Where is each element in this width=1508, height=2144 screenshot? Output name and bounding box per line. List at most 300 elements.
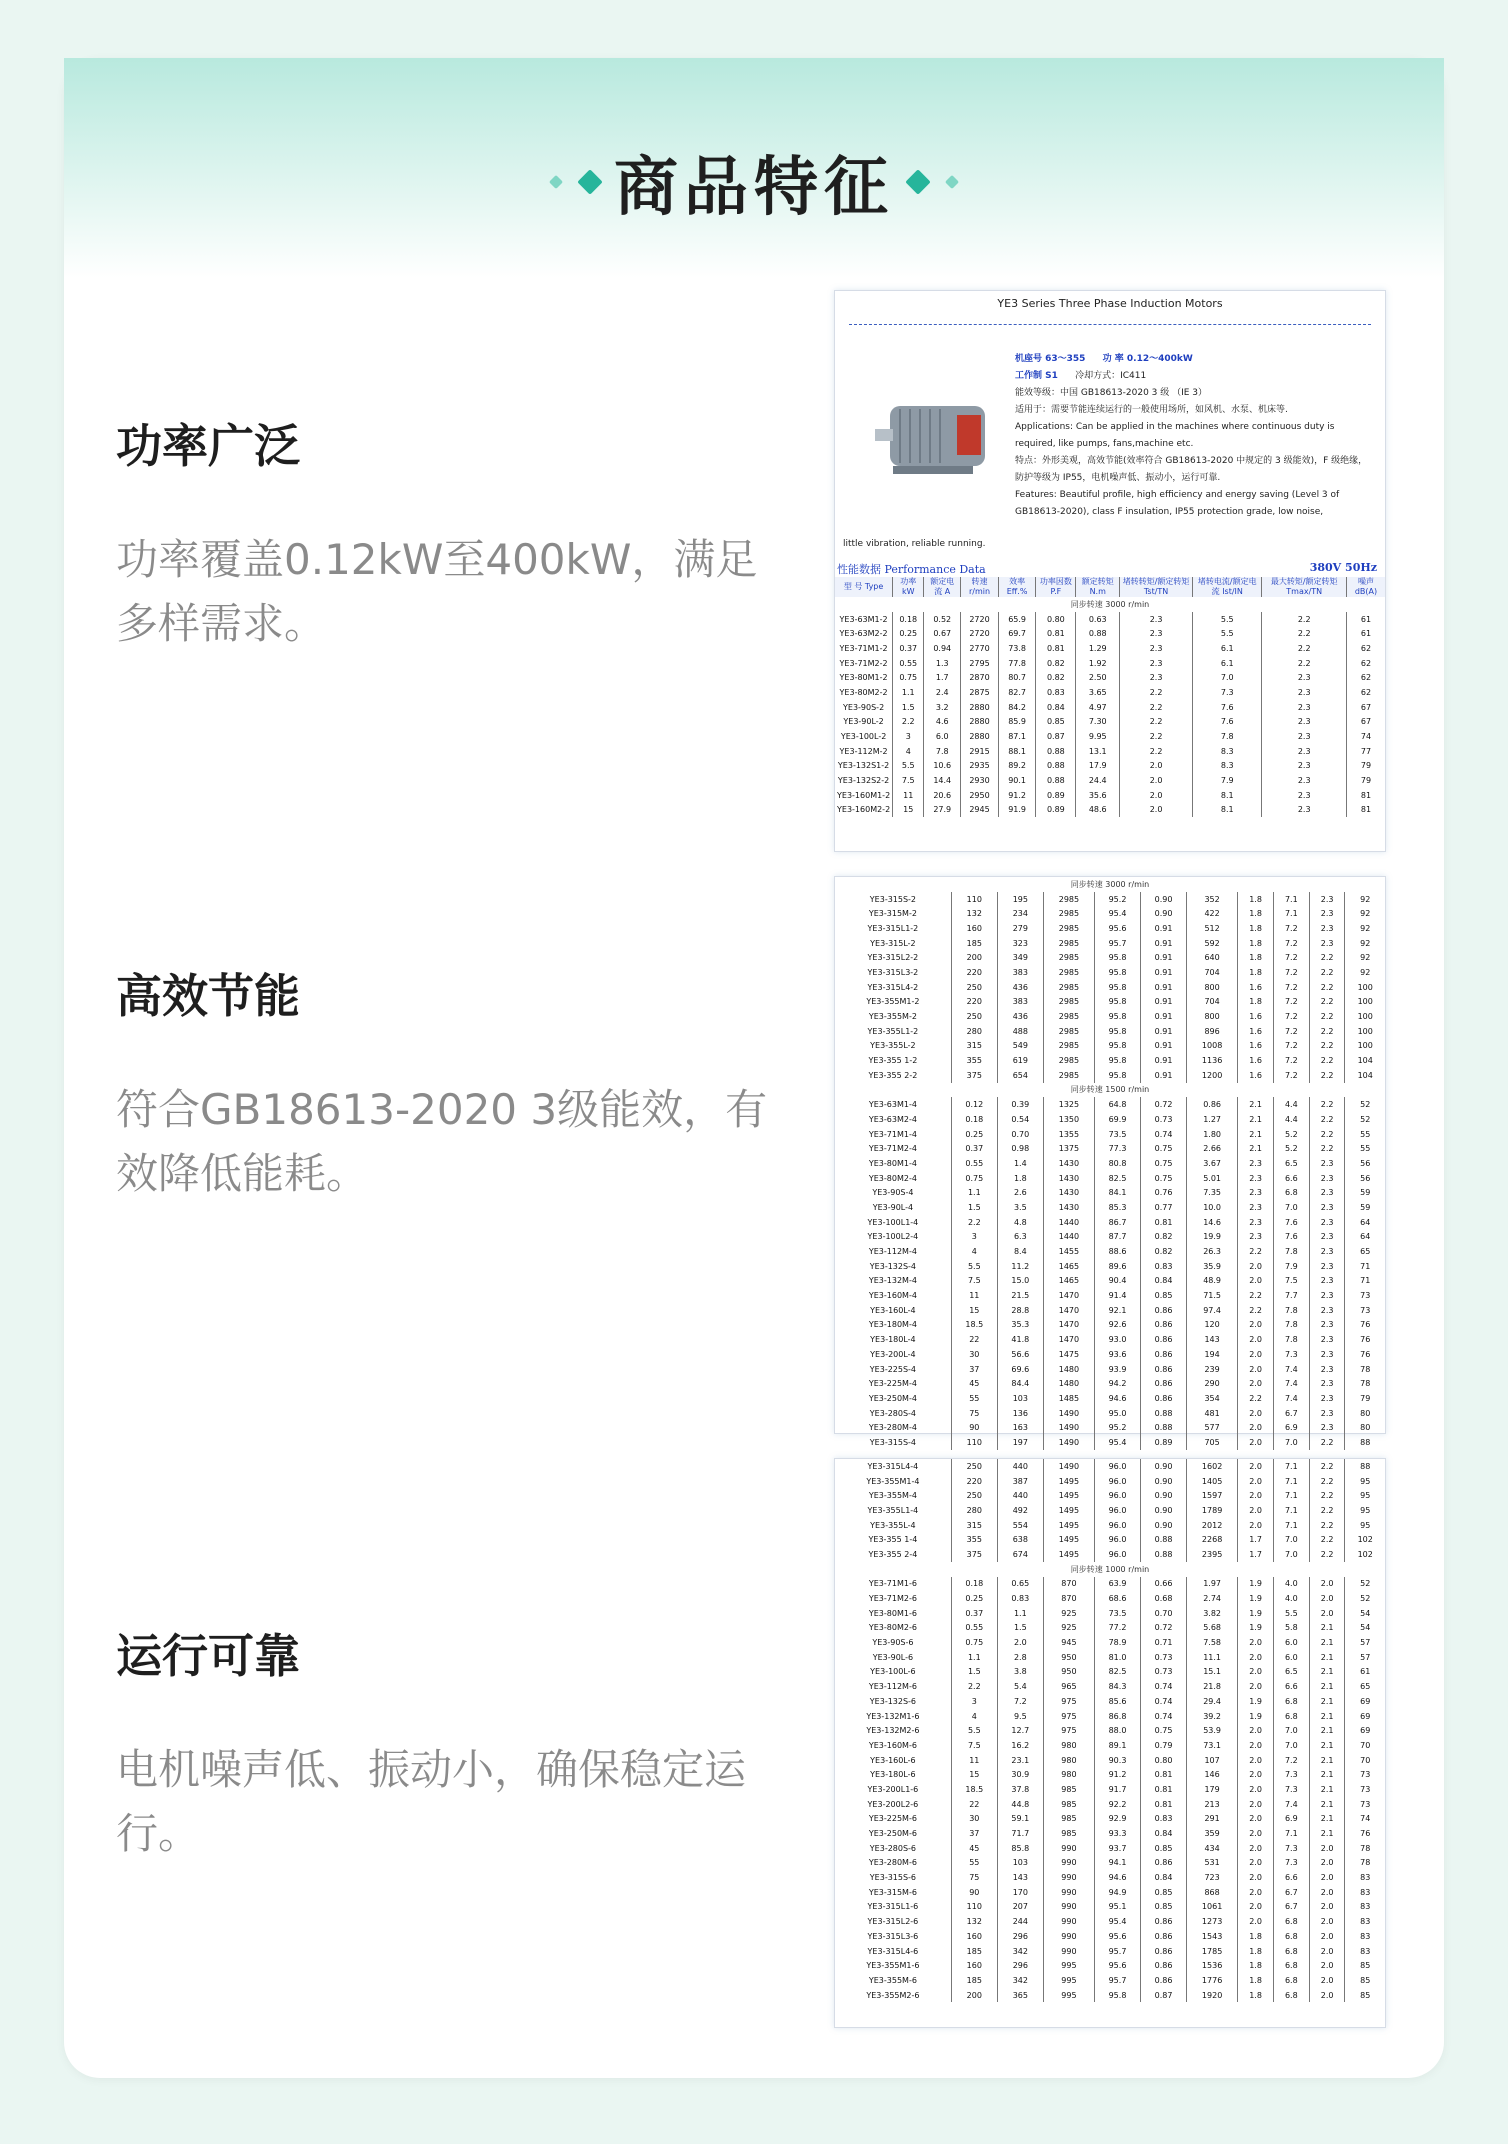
table-cell: 2.0 [1238,1914,1274,1929]
table-cell: 592 [1187,936,1238,951]
table-cell: 0.89 [1141,1435,1187,1450]
section-title: 商品特征 [614,151,894,225]
table-cell: 2985 [1043,965,1094,980]
table-cell: 995 [1043,1958,1094,1973]
table-cell: 2.3 [1309,1303,1345,1318]
table-cell: 7.6 [1193,715,1262,730]
table-cell: YE3-80M2-6 [868,1623,917,1633]
table-cell: YE3-112M-6 [868,1682,917,1692]
table-cell: 2.3 [1238,1200,1274,1215]
table-cell: 95.4 [1095,906,1141,921]
table-cell: 1495 [1043,1532,1094,1547]
table-row [835,1606,1385,1621]
table-cell: 4.0 [1273,1577,1309,1592]
table-row [835,759,1385,774]
table-cell: YE3-71M2-2 [839,658,888,668]
table-cell: 15.0 [997,1274,1043,1289]
table-cell: 985 [1043,1797,1094,1812]
table-cell: 1495 [1043,1503,1094,1518]
features-en: Features: Beautiful profile, high efficiency and energy saving (Level 3 of GB18613-2020), class F insulation, IP55 protection grade, low noise, [1015,490,1340,517]
perf-table-wrap [835,577,1385,817]
table-cell: 1.8 [1238,892,1274,907]
table-cell: YE3-80M1-2 [839,673,888,683]
sync-speed-label: 同步转速 3000 r/min [1070,879,1150,889]
table-cell: YE3-160M2-2 [837,805,891,815]
table-cell: 73.1 [1187,1738,1238,1753]
table-cell: 59 [1345,1185,1385,1200]
table-cell: 1405 [1187,1474,1238,1489]
table-cell: 2915 [961,744,999,759]
table-cell: 96.0 [1095,1474,1141,1489]
table-cell: 84.1 [1095,1185,1141,1200]
table-cell: 0.88 [1141,1406,1187,1421]
table-cell: 68.6 [1095,1591,1141,1606]
table-cell: 92 [1345,906,1385,921]
table-cell: 2880 [961,700,999,715]
table-cell: 5.5 [1193,612,1262,627]
table-cell: 342 [997,1973,1043,1988]
table-cell: 705 [1187,1435,1238,1450]
table-cell: 2.2 [1262,656,1347,671]
table-cell: YE3-160M-6 [868,1740,917,1750]
table-cell: 0.90 [1141,1503,1187,1518]
table-row [835,1474,1385,1489]
table-cell: 85.3 [1095,1200,1141,1215]
table-cell: 359 [1187,1826,1238,1841]
table-cell: 434 [1187,1841,1238,1856]
features-en-tail: little vibration, reliable running. [843,539,986,549]
table-cell: YE3-315L3-6 [867,1931,919,1941]
table-cell: 55 [1345,1141,1385,1156]
table-cell: YE3-71M1-6 [868,1579,917,1589]
table-row [835,1318,1385,1333]
table-cell: 2.0 [1309,1870,1345,1885]
table-cell: 6.8 [1273,1929,1309,1944]
table-cell: 2.3 [1309,1200,1345,1215]
table-cell: 76 [1345,1347,1385,1362]
table-cell: 1490 [1043,1406,1094,1421]
table-cell: 2.0 [1238,1474,1274,1489]
table-cell: 985 [1043,1812,1094,1827]
table-cell: 2.3 [1262,803,1347,818]
table-row [835,1914,1385,1929]
table-cell: 56 [1345,1171,1385,1186]
table-cell: 1.6 [1238,1039,1274,1054]
table-cell: 92 [1345,921,1385,936]
table-cell: 73 [1345,1288,1385,1303]
table-cell: 4.4 [1273,1097,1309,1112]
table-cell: 1455 [1043,1244,1094,1259]
table-cell: 1.1 [893,685,924,700]
table-cell: 2985 [1043,995,1094,1010]
table-cell: 244 [997,1914,1043,1929]
table-cell: 15.1 [1187,1665,1238,1680]
table-cell: 2.2 [1309,1097,1345,1112]
table-cell: 2.0 [1238,1420,1274,1435]
table-cell: 1.3 [924,656,961,671]
table-cell: 185 [951,1944,997,1959]
table-cell: 5.4 [997,1679,1043,1694]
table-row [835,1679,1385,1694]
table-cell: 85.6 [1095,1694,1141,1709]
table-cell: 74 [1345,1812,1385,1827]
table-cell: 896 [1187,1024,1238,1039]
table-cell: 2.0 [1238,1856,1274,1871]
table-cell: 0.86 [1141,1303,1187,1318]
feature-title: 功率广泛 [116,419,300,473]
table-cell: 383 [997,995,1043,1010]
table-cell: 86.8 [1095,1709,1141,1724]
table-cell: 2.3 [1309,1244,1345,1259]
table-cell: YE3-200L1-6 [867,1784,919,1794]
table-cell: 0.86 [1141,1376,1187,1391]
table-cell: 2.3 [1309,906,1345,921]
table-cell: YE3-90L-4 [872,1202,914,1212]
table-cell: 2.2 [1309,1039,1345,1054]
feature-reliability [116,1620,836,1866]
table-cell: YE3-160M1-2 [837,790,891,800]
table-cell: 0.86 [1141,1318,1187,1333]
table-cell: 925 [1043,1606,1094,1621]
table-cell: 0.91 [1141,921,1187,936]
table-cell: 185 [951,936,997,951]
table-cell: 0.91 [1141,950,1187,965]
table-cell: 1.8 [1238,1944,1274,1959]
feature-title: 运行可靠 [116,1629,300,1683]
table-cell: 2.1 [1309,1635,1345,1650]
table-cell: 352 [1187,892,1238,907]
table-cell: 95.8 [1095,1024,1141,1039]
table-cell: 2.1 [1309,1650,1345,1665]
table-cell: YE3-132S-6 [869,1696,917,1706]
table-cell: 104 [1345,1053,1385,1068]
table-cell: 21.8 [1187,1679,1238,1694]
table-cell: 2.3 [1262,700,1347,715]
table-cell: 95.8 [1095,1039,1141,1054]
table-cell: 81 [1346,803,1385,818]
table-cell: 22 [951,1332,997,1347]
table-cell: 95 [1345,1503,1385,1518]
table-cell: 0.37 [951,1606,997,1621]
table-cell: 2985 [1043,1068,1094,1083]
table-cell: 82.5 [1095,1171,1141,1186]
table-cell: 2.0 [1238,1841,1274,1856]
table-cell: 1008 [1187,1039,1238,1054]
table-cell: 81 [1346,788,1385,803]
performance-table [835,1459,1385,2002]
table-cell: 0.25 [893,626,924,641]
table-cell: 1.6 [1238,1009,1274,1024]
table-cell: 0.86 [1141,1347,1187,1362]
table-cell: 2.3 [1262,715,1347,730]
table-cell: 1.8 [1238,1988,1274,2003]
column-header: 堵转电流/额定电流 Ist/IN [1193,577,1262,597]
table-cell: 78 [1345,1856,1385,1871]
table-cell: 0.91 [1141,980,1187,995]
table-cell: 7.2 [1273,1039,1309,1054]
table-row [835,1244,1385,1259]
table-cell: 15 [893,803,924,818]
table-cell: 7.1 [1273,1826,1309,1841]
table-cell: 0.65 [997,1577,1043,1592]
table-cell: 6.8 [1273,1958,1309,1973]
table-cell: 7.3 [1193,685,1262,700]
table-cell: 82.5 [1095,1665,1141,1680]
table-cell: 2.1 [1309,1767,1345,1782]
table-cell: 120 [1187,1318,1238,1333]
table-cell: 54 [1345,1621,1385,1636]
table-cell: 1.1 [951,1185,997,1200]
table-cell: 2720 [961,612,999,627]
table-cell: 280 [951,1024,997,1039]
table-cell: 7.8 [1193,729,1262,744]
table-row [835,906,1385,921]
table-cell: 83 [1345,1914,1385,1929]
table-cell: 1430 [1043,1200,1094,1215]
table-cell: 1.9 [1238,1709,1274,1724]
table-cell: 1.7 [924,670,961,685]
table-cell: 0.73 [1141,1650,1187,1665]
table-cell: 1.8 [1238,906,1274,921]
table-cell: 279 [997,921,1043,936]
table-cell: 7.0 [1193,670,1262,685]
table-cell: 654 [997,1068,1043,1083]
table-cell: 1789 [1187,1503,1238,1518]
table-cell: 0.39 [997,1097,1043,1112]
table-cell: 0.80 [1141,1753,1187,1768]
table-cell: 250 [951,1488,997,1503]
table-cell: 8.3 [1193,759,1262,774]
table-cell: 990 [1043,1870,1094,1885]
table-cell: 1.6 [1238,1024,1274,1039]
table-cell: YE3-280M-6 [868,1858,917,1868]
table-row [835,1841,1385,1856]
table-cell: 375 [951,1547,997,1562]
table-cell: 75 [951,1406,997,1421]
table-cell: 84.2 [998,700,1035,715]
table-cell: 1.27 [1187,1112,1238,1127]
section-header [64,136,1444,228]
table-cell: 1.9 [1238,1591,1274,1606]
table-row [835,1288,1385,1303]
table-cell: 71.5 [1187,1288,1238,1303]
table-cell: YE3-355M2-6 [866,1990,920,2000]
table-cell: 69.6 [997,1362,1043,1377]
table-cell: 2.0 [1238,1826,1274,1841]
table-cell: 2.1 [1309,1738,1345,1753]
efficiency-class: 能效等级：中国 GB18613-2020 3 级 （IE 3） [1015,388,1208,398]
table-cell: 7.1 [1273,1459,1309,1474]
table-cell: 355 [951,1053,997,1068]
table-cell: 2.2 [1309,1532,1345,1547]
table-cell: 7.1 [1273,892,1309,907]
table-cell: 64.8 [1095,1097,1141,1112]
table-cell: 0.85 [1141,1288,1187,1303]
table-row [835,1944,1385,1959]
table-cell: 37 [951,1362,997,1377]
table-cell: 3 [951,1694,997,1709]
table-cell: 1.7 [1238,1547,1274,1562]
table-cell: 6.6 [1273,1679,1309,1694]
table-cell: 2.0 [1238,1870,1274,1885]
table-cell: 85.8 [997,1841,1043,1856]
table-cell: 2.3 [1262,729,1347,744]
table-cell: 2.0 [1238,1753,1274,1768]
table-cell: 95.6 [1095,1929,1141,1944]
table-cell: 1.1 [951,1650,997,1665]
table-cell: 1.8 [1238,995,1274,1010]
table-cell: 2720 [961,626,999,641]
table-cell: 2.50 [1076,670,1120,685]
table-row [835,1141,1385,1156]
table-cell: YE3-132S-4 [869,1261,917,1271]
table-cell: 95.8 [1095,1988,1141,2003]
table-cell: 1430 [1043,1185,1094,1200]
table-cell: 0.80 [1036,612,1076,627]
table-cell: 1475 [1043,1347,1094,1362]
table-cell: 2.3 [1309,1274,1345,1289]
table-cell: 2.3 [1309,1406,1345,1421]
table-cell: 89.6 [1095,1259,1141,1274]
table-cell: 62 [1346,685,1385,700]
table-cell: 0.91 [1141,936,1187,951]
table-cell: YE3-225S-4 [869,1364,917,1374]
table-cell: 2.2 [1309,1112,1345,1127]
table-row [835,1347,1385,1362]
table-cell: YE3-200L-4 [870,1349,916,1359]
column-header: 功率因数 P.F [1036,577,1076,597]
table-cell: 2.2 [1238,1288,1274,1303]
table-cell: 0.84 [1141,1870,1187,1885]
table-row [835,1171,1385,1186]
table-cell: 220 [951,965,997,980]
table-cell: 0.74 [1141,1694,1187,1709]
table-cell: 0.55 [951,1621,997,1636]
table-cell: 2770 [961,641,999,656]
table-cell: 93.6 [1095,1347,1141,1362]
table-cell: 1355 [1043,1127,1094,1142]
table-cell: YE3-71M2-4 [868,1144,917,1154]
table-cell: 7.2 [1273,1068,1309,1083]
table-cell: 7.8 [1273,1332,1309,1347]
table-cell: 0.90 [1141,1488,1187,1503]
table-cell: 54 [1345,1606,1385,1621]
table-cell: 7.2 [1273,1009,1309,1024]
table-cell: 94.2 [1095,1376,1141,1391]
table-cell: 2.2 [1120,729,1193,744]
table-cell: 2.2 [1309,1127,1345,1142]
table-cell: 6.6 [1273,1171,1309,1186]
table-cell: 1375 [1043,1141,1094,1156]
table-cell: 7.1 [1273,1503,1309,1518]
table-row [835,1723,1385,1738]
table-cell: 18.5 [951,1782,997,1797]
table-cell: 975 [1043,1709,1094,1724]
table-cell: 674 [997,1547,1043,1562]
table-cell: YE3-355M-2 [868,1012,917,1022]
table-cell: 77.8 [998,656,1035,671]
table-cell: 1490 [1043,1459,1094,1474]
table-row [835,1650,1385,1665]
table-cell: YE3-200L2-6 [867,1799,919,1809]
table-cell: YE3-80M1-6 [868,1608,917,1618]
table-cell: 2.1 [1309,1709,1345,1724]
diamond-icon [905,169,930,194]
table-cell: 0.18 [893,612,924,627]
table-cell: 0.88 [1141,1532,1187,1547]
table-cell: 79 [1346,773,1385,788]
table-cell: 85 [1345,1988,1385,2003]
table-cell: 0.77 [1141,1200,1187,1215]
table-cell: 8.4 [997,1244,1043,1259]
table-cell: 2.3 [1309,1332,1345,1347]
table-cell: 0.91 [1141,1009,1187,1024]
table-cell: 74 [1346,729,1385,744]
table-cell: 870 [1043,1591,1094,1606]
table-cell: 163 [997,1420,1043,1435]
table-cell: 88 [1345,1435,1385,1450]
table-cell: 100 [1345,1024,1385,1039]
table-cell: 28.8 [997,1303,1043,1318]
table-cell: 0.87 [1036,729,1076,744]
table-cell: YE3-280S-4 [869,1408,917,1418]
table-cell: 2.3 [1120,670,1193,685]
table-cell: YE3-250M-4 [868,1393,917,1403]
table-cell: 1.9 [1238,1577,1274,1592]
table-cell: 2.2 [1309,995,1345,1010]
table-cell: 1.6 [1238,1053,1274,1068]
table-cell: YE3-315M-2 [868,909,917,919]
diamond-icon [549,175,563,189]
table-cell: 0.72 [1141,1621,1187,1636]
table-cell: 1470 [1043,1303,1094,1318]
table-cell: 6.3 [997,1230,1043,1245]
table-cell: 78 [1345,1376,1385,1391]
table-cell: 1.5 [951,1200,997,1215]
features-cn: 特点：外形美观，高效节能(效率符合 GB18613-2020 中规定的 3 级能效)，F 级绝缘，防护等级为 IP55，电机噪声低、振动小，运行可靠. [1015,456,1368,483]
table-cell: YE3-160M-4 [868,1291,917,1301]
table-cell: 7.5 [951,1738,997,1753]
table-cell: 4.6 [924,715,961,730]
table-cell: 2.0 [1238,1488,1274,1503]
table-cell: 440 [997,1459,1043,1474]
table-cell: YE3-80M2-2 [839,687,888,697]
table-cell: YE3-90S-4 [872,1188,914,1198]
table-cell: 1.8 [1238,1973,1274,1988]
table-cell: 512 [1187,921,1238,936]
table-cell: 1470 [1043,1288,1094,1303]
table-cell: 70 [1345,1753,1385,1768]
table-cell: 95.1 [1095,1900,1141,1915]
table-cell: 57 [1345,1635,1385,1650]
table-cell: 1490 [1043,1435,1094,1450]
table-cell: 2.3 [1309,1230,1345,1245]
table-row [835,1870,1385,1885]
table-cell: 92 [1345,892,1385,907]
table-cell: 7.4 [1273,1391,1309,1406]
table-cell: 80 [1345,1420,1385,1435]
table-cell: 5.8 [1273,1621,1309,1636]
table-cell: 143 [1187,1332,1238,1347]
table-row [835,950,1385,965]
table-cell: 0.82 [1141,1244,1187,1259]
table-cell: 704 [1187,965,1238,980]
table-cell: 45 [951,1376,997,1391]
table-cell: 0.86 [1141,1391,1187,1406]
table-cell: 1061 [1187,1900,1238,1915]
table-cell: 194 [1187,1347,1238,1362]
table-cell: 870 [1043,1577,1094,1592]
